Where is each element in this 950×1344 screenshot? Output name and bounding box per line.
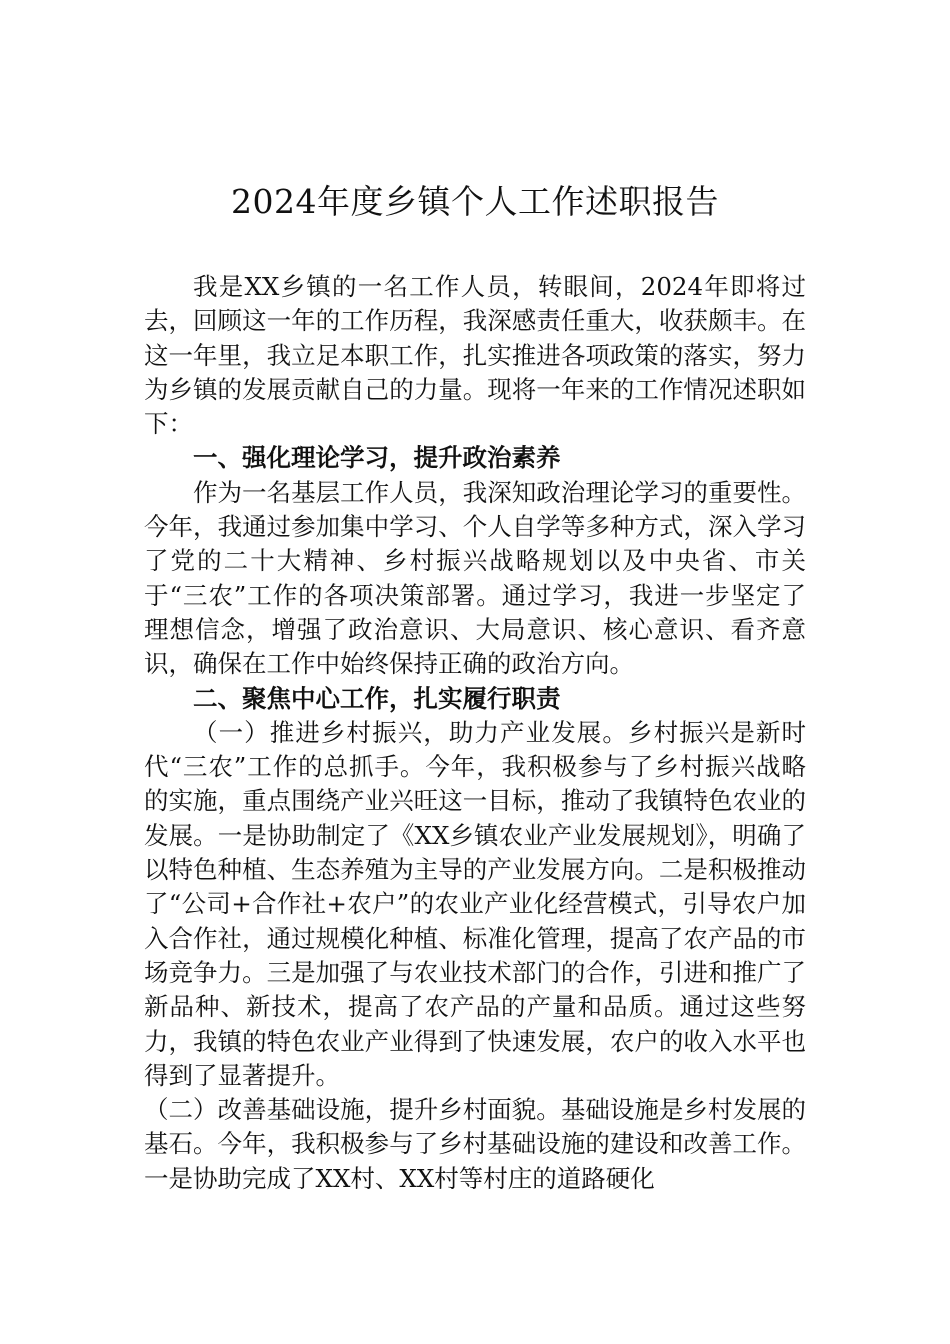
section-1-paragraph: 作为一名基层工作人员，我深知政治理论学习的重要性。今年，我通过参加集中学习、个人自学等多种方式，深入学习了党的二十大精神、乡村振兴战略规划以及中央省、市关于“三农”工作的各项决策部署。通过学习，我进一步坚定了理想信念，增强了政治意识、大局意识、核心意识、看齐意识，确保在工作中始终保持正确的政治方向。	[144, 477, 806, 679]
section-heading-2: 二、聚焦中心工作，扎实履行职责	[193, 683, 561, 713]
section-heading-1: 一、强化理论学习，提升政治素养	[193, 443, 561, 473]
subsection-1-paragraph: （一）推进乡村振兴，助力产业发展。乡村振兴是新时代“三农”工作的总抓手。今年，我积极参与了乡村振兴战略的实施，重点围绕产业兴旺这一目标，推动了我镇特色农业的发展。一是协助制定了《XX乡镇农业产业发展规划》，明确了以特色种植、生态养殖为主导的产业发展方向。二是积极推动了“公司+合作社+农户”的农业产业化经营模式，引导农户加入合作社，通过规模化种植、标准化管理，提高了农产品的市场竞争力。三是加强了与农业技术部门的合作，引进和推广了新品种、新技术，提高了农产品的产量和品质。通过这些努力，我镇的特色农业产业得到了快速发展，农户的收入水平也得到了显著提升。	[144, 717, 806, 1090]
document-title: 2024年度乡镇个人工作述职报告	[231, 182, 719, 221]
intro-paragraph: 我是XX乡镇的一名工作人员，转眼间，2024年即将过去，回顾这一年的工作历程，我深感责任重大，收获颇丰。在这一年里，我立足本职工作，扎实推进各项政策的落实，努力为乡镇的发展贡献自己的力量。现将一年来的工作情况述职如下：	[144, 272, 806, 439]
subsection-2-paragraph: （二）改善基础设施，提升乡村面貌。基础设施是乡村发展的基石。今年，我积极参与了乡村基础设施的建设和改善工作。一是协助完成了XX村、XX村等村庄的道路硬化	[144, 1095, 806, 1193]
document-body	[144, 270, 806, 1196]
